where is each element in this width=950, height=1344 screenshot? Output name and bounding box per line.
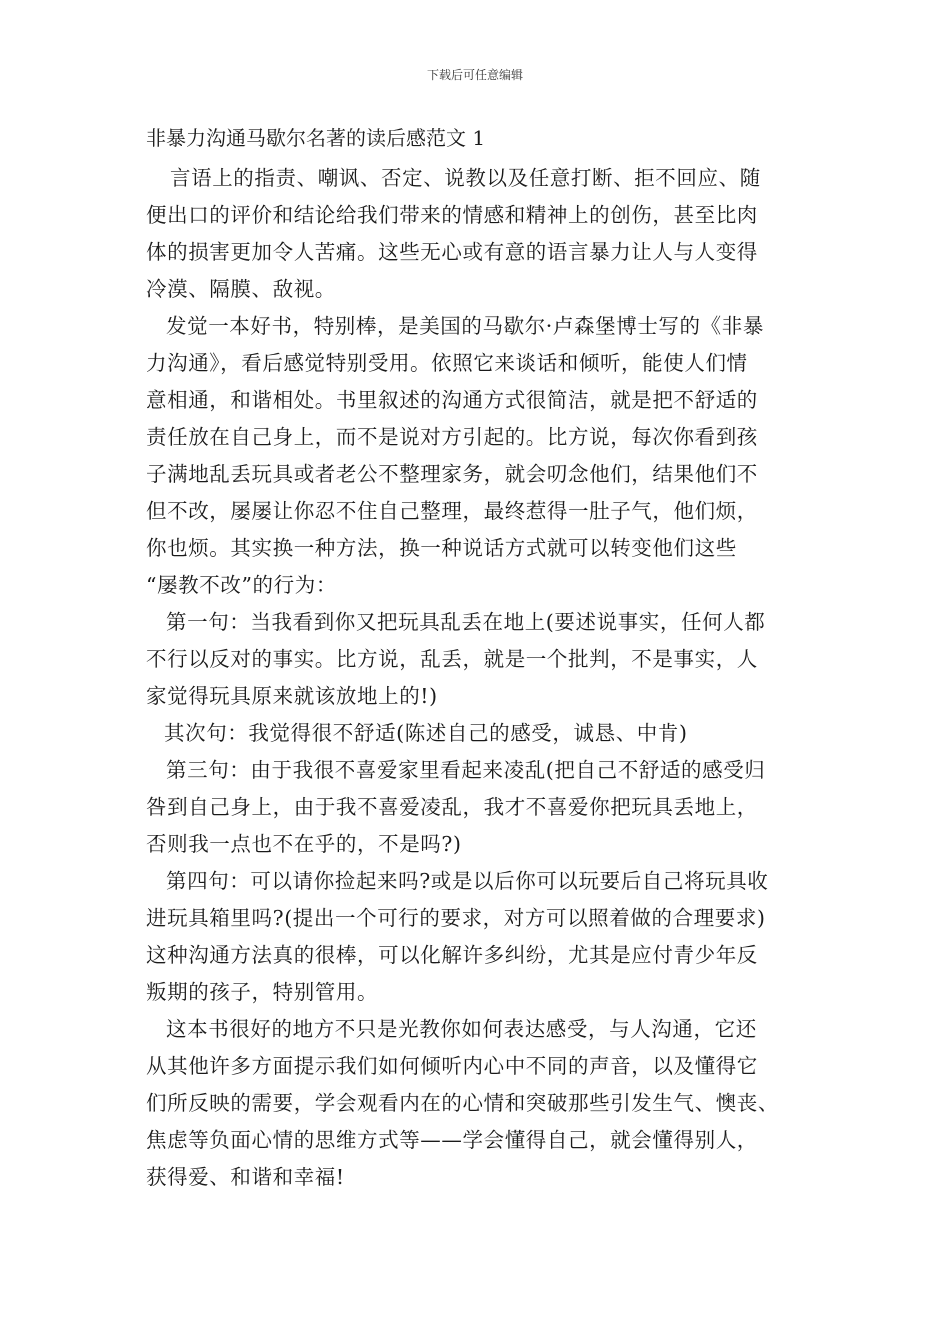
text-line: 们所反映的需要，学会观看内在的心情和突破那些引发生气、懊丧、 bbox=[146, 1091, 779, 1115]
text-line: 子满地乱丢玩具或者老公不整理家务，就会叨念他们，结果他们不 bbox=[146, 462, 758, 486]
text-line: 意相通，和谐相处。书里叙述的沟通方式很简洁，就是把不舒适的 bbox=[146, 388, 758, 412]
text-line: 你也烦。其实换一种方法，换一种说话方式就可以转变他们这些 bbox=[146, 536, 737, 560]
text-line: 焦虑等负面心情的思维方式等——学会懂得自己，就会懂得别人， bbox=[146, 1128, 758, 1152]
text-line: 咎到自己身上，由于我不喜爱凌乱，我才不喜爱你把玩具丢地上， bbox=[146, 795, 758, 819]
text-line: 家觉得玩具原来就该放地上的!) bbox=[146, 684, 438, 708]
text-line: 体的损害更加令人苦痛。这些无心或有意的语言暴力让人与人变得 bbox=[146, 240, 758, 264]
text-line: 冷漠、隔膜、敌视。 bbox=[146, 277, 336, 301]
text-line: 第三句：由于我很不喜爱家里看起来凌乱(把自己不舒适的感受归 bbox=[166, 758, 766, 782]
text-line: 不行以反对的事实。比方说，乱丢，就是一个批判，不是事实，人 bbox=[146, 647, 758, 671]
document-title: 非暴力沟通马歇尔名著的读后感范文 1 bbox=[146, 126, 486, 150]
text-line: “屡教不改”的行为： bbox=[146, 573, 337, 597]
text-line: 发觉一本好书，特别棒，是美国的马歇尔·卢森堡博士写的《非暴 bbox=[166, 314, 764, 338]
text-line: 便出口的评价和结论给我们带来的情感和精神上的创伤，甚至比肉 bbox=[146, 203, 758, 227]
text-line: 其次句：我觉得很不舒适(陈述自己的感受，诚恳、中肯) bbox=[164, 721, 688, 745]
text-line: 力沟通》，看后感觉特别受用。依照它来谈话和倾听，能使人们情 bbox=[146, 351, 748, 375]
text-line: 叛期的孩子，特别管用。 bbox=[146, 980, 379, 1004]
document-body bbox=[146, 160, 826, 1196]
text-line: 但不改，屡屡让你忍不住自己整理，最终惹得一肚子气，他们烦， bbox=[146, 499, 758, 523]
text-line: 获得爱、和谐和幸福! bbox=[146, 1165, 345, 1189]
text-line: 这本书很好的地方不只是光教你如何表达感受，与人沟通，它还 bbox=[166, 1017, 757, 1041]
text-line: 言语上的指责、嘲讽、否定、说教以及任意打断、拒不回应、随 bbox=[170, 166, 761, 190]
text-line: 从其他许多方面提示我们如何倾听内心中不同的声音，以及懂得它 bbox=[146, 1054, 758, 1078]
text-line: 第一句：当我看到你又把玩具乱丢在地上(要述说事实，任何人都 bbox=[166, 610, 766, 634]
text-line: 否则我一点也不在乎的，不是吗?) bbox=[146, 832, 462, 856]
text-line: 责任放在自己身上，而不是说对方引起的。比方说，每次你看到孩 bbox=[146, 425, 758, 449]
text-line: 第四句：可以请你捡起来吗?或是以后你可以玩要后自己将玩具收 bbox=[166, 869, 769, 893]
page-header: 下载后可任意编辑 bbox=[426, 68, 523, 82]
text-line: 这种沟通方法真的很棒，可以化解许多纠纷，尤其是应付青少年反 bbox=[146, 943, 758, 967]
text-line: 进玩具箱里吗?(提出一个可行的要求，对方可以照着做的合理要求) bbox=[146, 906, 766, 930]
